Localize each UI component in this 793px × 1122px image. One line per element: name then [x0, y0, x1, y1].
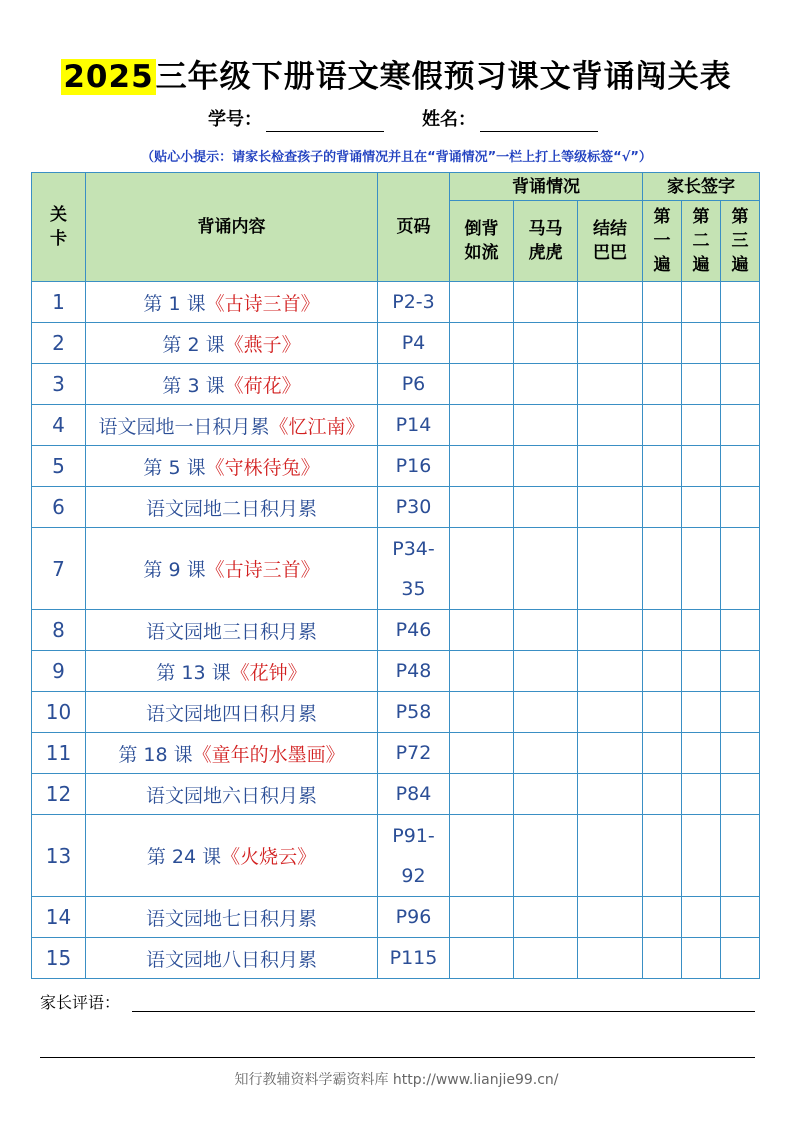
student-name-label: 姓名： — [422, 109, 476, 130]
student-id-label: 学号： — [208, 109, 262, 130]
row-level-number: 10 — [32, 692, 86, 733]
table-row — [32, 323, 760, 364]
check-so-so-cell[interactable] — [514, 282, 578, 323]
row-level-number: 2 — [32, 323, 86, 364]
check-stutter-cell[interactable] — [578, 282, 643, 323]
row-level-number: 13 — [32, 815, 86, 897]
row-page: P34-35 — [378, 528, 450, 610]
check-fluent-cell[interactable] — [450, 651, 514, 692]
row-level-number: 4 — [32, 405, 86, 446]
row-content — [86, 405, 378, 446]
row-content-title: 《守株待兔》 — [205, 456, 320, 479]
check-fluent-cell[interactable] — [450, 446, 514, 487]
row-page: P115 — [378, 938, 450, 979]
row-page: P48 — [378, 651, 450, 692]
sign-first-cell[interactable] — [643, 938, 682, 979]
row-content — [86, 446, 378, 487]
check-stutter-cell[interactable] — [578, 774, 643, 815]
check-stutter-cell[interactable] — [578, 487, 643, 528]
row-content-title: 《古诗三首》 — [205, 559, 320, 581]
row-level-number: 6 — [32, 487, 86, 528]
row-level-number: 15 — [32, 938, 86, 979]
row-content-prefix: 第 13 课 — [156, 661, 231, 684]
table-row — [32, 692, 760, 733]
sign-third-cell[interactable] — [721, 282, 760, 323]
sign-first-cell[interactable] — [643, 446, 682, 487]
sign-second-cell[interactable] — [682, 405, 721, 446]
sign-third-cell[interactable] — [721, 815, 760, 897]
check-so-so-cell[interactable] — [514, 528, 578, 610]
check-so-so-cell[interactable] — [514, 733, 578, 774]
row-content — [86, 692, 378, 733]
tip-text: （贴心小提示：请家长检查孩子的背诵情况并且在“背诵情况”一栏上打上等级标签“√”） — [141, 150, 652, 165]
title-text: 三年级下册语文寒假预习课文背诵闯关表 — [155, 59, 732, 95]
check-stutter-cell[interactable] — [578, 733, 643, 774]
sign-second-cell[interactable] — [682, 897, 721, 938]
table-row — [32, 651, 760, 692]
check-stutter-cell[interactable] — [578, 651, 643, 692]
sign-second-cell[interactable] — [682, 610, 721, 651]
row-content — [86, 651, 378, 692]
page-title — [0, 55, 793, 99]
check-so-so-cell[interactable] — [514, 897, 578, 938]
sign-second-cell[interactable] — [682, 487, 721, 528]
check-fluent-cell[interactable] — [450, 733, 514, 774]
check-stutter-cell[interactable] — [578, 446, 643, 487]
row-content-title: 《荷花》 — [224, 374, 301, 397]
sign-first-cell[interactable] — [643, 364, 682, 405]
row-content — [86, 897, 378, 938]
row-content-prefix: 第 24 课 — [146, 846, 222, 868]
row-content-prefix: 语文园地二日积月累 — [145, 497, 317, 520]
header-third-pass: 第三遍 — [721, 201, 760, 282]
row-content — [86, 528, 378, 610]
table-row — [32, 364, 760, 405]
row-content-prefix: 语文园地七日积月累 — [145, 907, 317, 930]
table-row — [32, 528, 760, 610]
row-level-number: 9 — [32, 651, 86, 692]
check-stutter-cell[interactable] — [578, 938, 643, 979]
row-page: P4 — [378, 323, 450, 364]
student-name-field[interactable] — [422, 108, 598, 132]
check-so-so-cell[interactable] — [514, 323, 578, 364]
check-fluent-cell[interactable] — [450, 897, 514, 938]
check-fluent-cell[interactable] — [450, 610, 514, 651]
check-so-so-cell[interactable] — [514, 651, 578, 692]
student-id-field[interactable] — [208, 108, 384, 132]
sign-first-cell[interactable] — [643, 282, 682, 323]
parent-comment-label: 家长评语： — [40, 993, 121, 1012]
header-so-so: 马马虎虎 — [514, 201, 578, 282]
header-second-pass: 第二遍 — [682, 201, 721, 282]
check-stutter-cell[interactable] — [578, 528, 643, 610]
check-stutter-cell[interactable] — [578, 610, 643, 651]
sign-second-cell[interactable] — [682, 733, 721, 774]
row-content-prefix: 语文园地一日积月累 — [98, 415, 270, 438]
row-content-title: 《燕子》 — [224, 333, 301, 356]
table-row — [32, 897, 760, 938]
row-page: P84 — [378, 774, 450, 815]
sign-second-cell[interactable] — [682, 692, 721, 733]
parent-comment-line[interactable] — [132, 1011, 755, 1012]
table-row — [32, 815, 760, 897]
row-level-number: 11 — [32, 733, 86, 774]
row-page: P6 — [378, 364, 450, 405]
sign-third-cell[interactable] — [721, 487, 760, 528]
row-content — [86, 364, 378, 405]
table-row — [32, 774, 760, 815]
check-stutter-cell[interactable] — [578, 405, 643, 446]
bottom-divider — [40, 1057, 755, 1058]
check-so-so-cell[interactable] — [514, 692, 578, 733]
sign-second-cell[interactable] — [682, 282, 721, 323]
row-content-prefix: 语文园地三日积月累 — [145, 620, 317, 643]
header-page: 页码 — [378, 173, 450, 282]
row-page: P91-92 — [378, 815, 450, 897]
row-page: P58 — [378, 692, 450, 733]
table-row — [32, 446, 760, 487]
check-stutter-cell[interactable] — [578, 815, 643, 897]
check-fluent-cell[interactable] — [450, 528, 514, 610]
row-content-title: 《古诗三首》 — [205, 292, 320, 315]
row-content-title: 《忆江南》 — [269, 415, 365, 438]
check-so-so-cell[interactable] — [514, 774, 578, 815]
sign-first-cell[interactable] — [643, 774, 682, 815]
row-level-number: 7 — [32, 528, 86, 610]
row-content — [86, 610, 378, 651]
sign-first-cell[interactable] — [643, 692, 682, 733]
row-content — [86, 938, 378, 979]
row-content-prefix: 第 2 课 — [162, 333, 225, 356]
sign-first-cell[interactable] — [643, 323, 682, 364]
recitation-table — [31, 172, 760, 979]
check-stutter-cell[interactable] — [578, 323, 643, 364]
sign-third-cell[interactable] — [721, 692, 760, 733]
sign-second-cell[interactable] — [682, 774, 721, 815]
row-level-number: 8 — [32, 610, 86, 651]
check-fluent-cell[interactable] — [450, 692, 514, 733]
table-row — [32, 610, 760, 651]
row-content — [86, 774, 378, 815]
check-so-so-cell[interactable] — [514, 364, 578, 405]
table-row — [32, 282, 760, 323]
sign-third-cell[interactable] — [721, 323, 760, 364]
header-content: 背诵内容 — [86, 173, 378, 282]
sign-second-cell[interactable] — [682, 364, 721, 405]
row-content-prefix: 第 5 课 — [143, 456, 206, 479]
row-content — [86, 815, 378, 897]
check-fluent-cell[interactable] — [450, 774, 514, 815]
row-level-number: 3 — [32, 364, 86, 405]
title-year: 2025 — [63, 59, 154, 95]
row-content — [86, 282, 378, 323]
sign-first-cell[interactable] — [643, 897, 682, 938]
check-so-so-cell[interactable] — [514, 815, 578, 897]
sign-third-cell[interactable] — [721, 897, 760, 938]
row-level-number: 5 — [32, 446, 86, 487]
table-body — [32, 282, 760, 979]
header-parent-sign: 家长签字 — [643, 173, 760, 201]
sign-first-cell[interactable] — [643, 405, 682, 446]
row-page: P46 — [378, 610, 450, 651]
row-content — [86, 487, 378, 528]
header-level: 关卡 — [32, 173, 86, 282]
check-fluent-cell[interactable] — [450, 364, 514, 405]
row-level-number: 1 — [32, 282, 86, 323]
check-stutter-cell[interactable] — [578, 692, 643, 733]
check-fluent-cell[interactable] — [450, 323, 514, 364]
check-stutter-cell[interactable] — [578, 897, 643, 938]
row-content-prefix: 语文园地四日积月累 — [145, 702, 317, 725]
student-id-blank[interactable] — [266, 112, 384, 132]
check-fluent-cell[interactable] — [450, 282, 514, 323]
row-content-title: 《火烧云》 — [221, 846, 317, 868]
row-page: P2-3 — [378, 282, 450, 323]
header-recite-status: 背诵情况 — [450, 173, 643, 201]
row-page: P30 — [378, 487, 450, 528]
row-page: P16 — [378, 446, 450, 487]
sign-second-cell[interactable] — [682, 815, 721, 897]
sign-third-cell[interactable] — [721, 733, 760, 774]
row-level-number: 12 — [32, 774, 86, 815]
row-content-prefix: 语文园地八日积月累 — [145, 948, 317, 971]
table-row — [32, 733, 760, 774]
sign-first-cell[interactable] — [643, 528, 682, 610]
student-name-blank[interactable] — [480, 112, 598, 132]
sign-second-cell[interactable] — [682, 528, 721, 610]
check-so-so-cell[interactable] — [514, 487, 578, 528]
table-row — [32, 938, 760, 979]
footer-text: 知行教辅资料学霸资料库 http://www.lianjie99.cn/ — [234, 1072, 559, 1088]
row-page: P14 — [378, 405, 450, 446]
check-so-so-cell[interactable] — [514, 405, 578, 446]
check-so-so-cell[interactable] — [514, 446, 578, 487]
check-fluent-cell[interactable] — [450, 405, 514, 446]
row-content-prefix: 第 3 课 — [162, 374, 225, 397]
sign-first-cell[interactable] — [643, 651, 682, 692]
check-so-so-cell[interactable] — [514, 610, 578, 651]
header-stutter: 结结巴巴 — [578, 201, 643, 282]
check-fluent-cell[interactable] — [450, 815, 514, 897]
sign-second-cell[interactable] — [682, 651, 721, 692]
row-level-number: 14 — [32, 897, 86, 938]
sign-first-cell[interactable] — [643, 815, 682, 897]
sign-third-cell[interactable] — [721, 405, 760, 446]
sign-third-cell[interactable] — [721, 774, 760, 815]
sign-first-cell[interactable] — [643, 733, 682, 774]
row-content-title: 《童年的水墨画》 — [192, 743, 345, 766]
sign-third-cell[interactable] — [721, 938, 760, 979]
header-first-pass: 第一遍 — [643, 201, 682, 282]
row-content-prefix: 第 1 课 — [143, 292, 206, 315]
row-page: P96 — [378, 897, 450, 938]
row-content-title: 《花钟》 — [230, 661, 307, 684]
sign-first-cell[interactable] — [643, 487, 682, 528]
sign-first-cell[interactable] — [643, 610, 682, 651]
row-page: P72 — [378, 733, 450, 774]
row-content — [86, 733, 378, 774]
sign-second-cell[interactable] — [682, 446, 721, 487]
check-so-so-cell[interactable] — [514, 938, 578, 979]
check-fluent-cell[interactable] — [450, 487, 514, 528]
row-content — [86, 323, 378, 364]
sign-third-cell[interactable] — [721, 446, 760, 487]
sign-second-cell[interactable] — [682, 938, 721, 979]
header-fluent: 倒背如流 — [450, 201, 514, 282]
check-fluent-cell[interactable] — [450, 938, 514, 979]
sign-third-cell[interactable] — [721, 610, 760, 651]
table-row — [32, 487, 760, 528]
sign-second-cell[interactable] — [682, 323, 721, 364]
sign-third-cell[interactable] — [721, 528, 760, 610]
row-content-prefix: 第 18 课 — [118, 743, 193, 766]
row-content-prefix: 第 9 课 — [143, 559, 206, 581]
check-stutter-cell[interactable] — [578, 364, 643, 405]
sign-third-cell[interactable] — [721, 364, 760, 405]
table-row — [32, 405, 760, 446]
sign-third-cell[interactable] — [721, 651, 760, 692]
row-content-prefix: 语文园地六日积月累 — [145, 784, 317, 807]
